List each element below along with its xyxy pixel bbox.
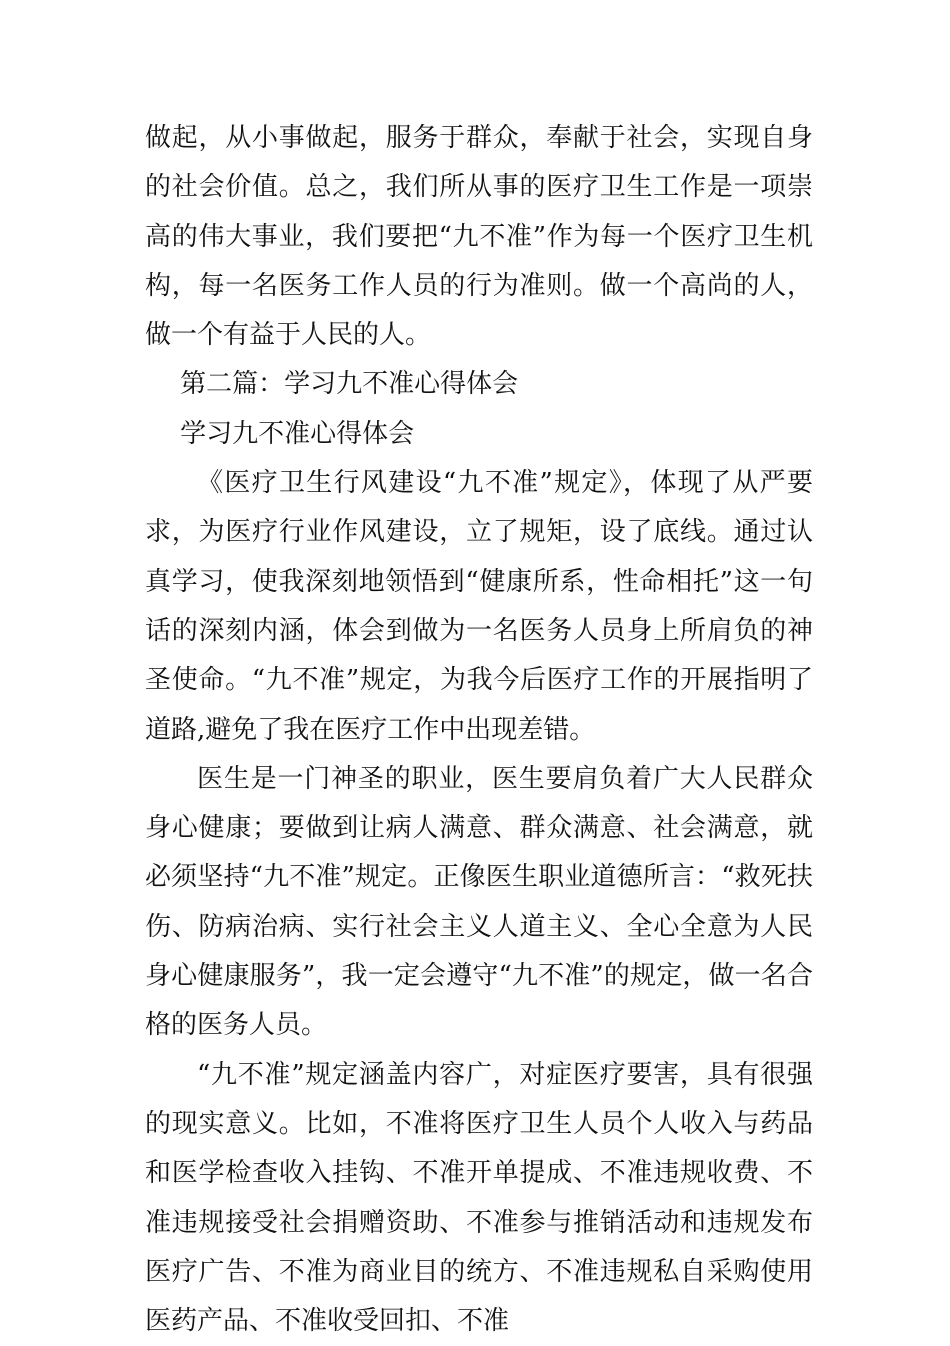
section-heading: 第二篇：学习九不准心得体会 (180, 369, 519, 400)
paragraph-regulation-scope: “九不准”规定涵盖内容广，对症医疗要害，具有很强的现实意义。比如，不准将医疗卫生人员个人收入与药品和医学检查收入挂钩、不准开单提成、不准违规收费、不准违规接受社会捐赠资助、不准参与推销活动和违规发布医疗广告、不准为商业目的统方、不准违规私自采购使用医药产品、不准收受回扣、不准 (145, 1059, 813, 1337)
paragraph-regulation-intro: 《医疗卫生行风建设“九不准”规定》，体现了从严要求，为医疗行业作风建设，立了规矩，设了底线。通过认真学习，使我深刻地领悟到“健康所系，性命相托”这一句话的深刻内涵，体会到做为一名医务人员身上所肩负的神圣使命。“九不准”规定，为我今后医疗工作的开展指明了道路,避免了我在医疗工作中出现差错。 (145, 468, 813, 745)
paragraph-doctor-profession: 医生是一门神圣的职业，医生要肩负着广大人民群众身心健康；要做到让病人满意、群众满意、社会满意，就必须坚持“九不准”规定。正像医生职业道德所言：“救死扶伤、防病治病、实行社会主义人道主义、全心全意为人民身心健康服务”，我一定会遵守“九不准”的规定，做一名合格的医务人员。 (145, 763, 813, 1041)
document-body (145, 114, 813, 1346)
article-title: 学习九不准心得体会 (180, 418, 415, 449)
paragraph-continuation: 做起，从小事做起，服务于群众，奉献于社会，实现自身的社会价值。总之，我们所从事的医疗卫生工作是一项崇高的伟大事业，我们要把“九不准”作为每一个医疗卫生机构，每一名医务工作人员的行为准则。做一个高尚的人，做一个有益于人民的人。 (145, 123, 813, 351)
